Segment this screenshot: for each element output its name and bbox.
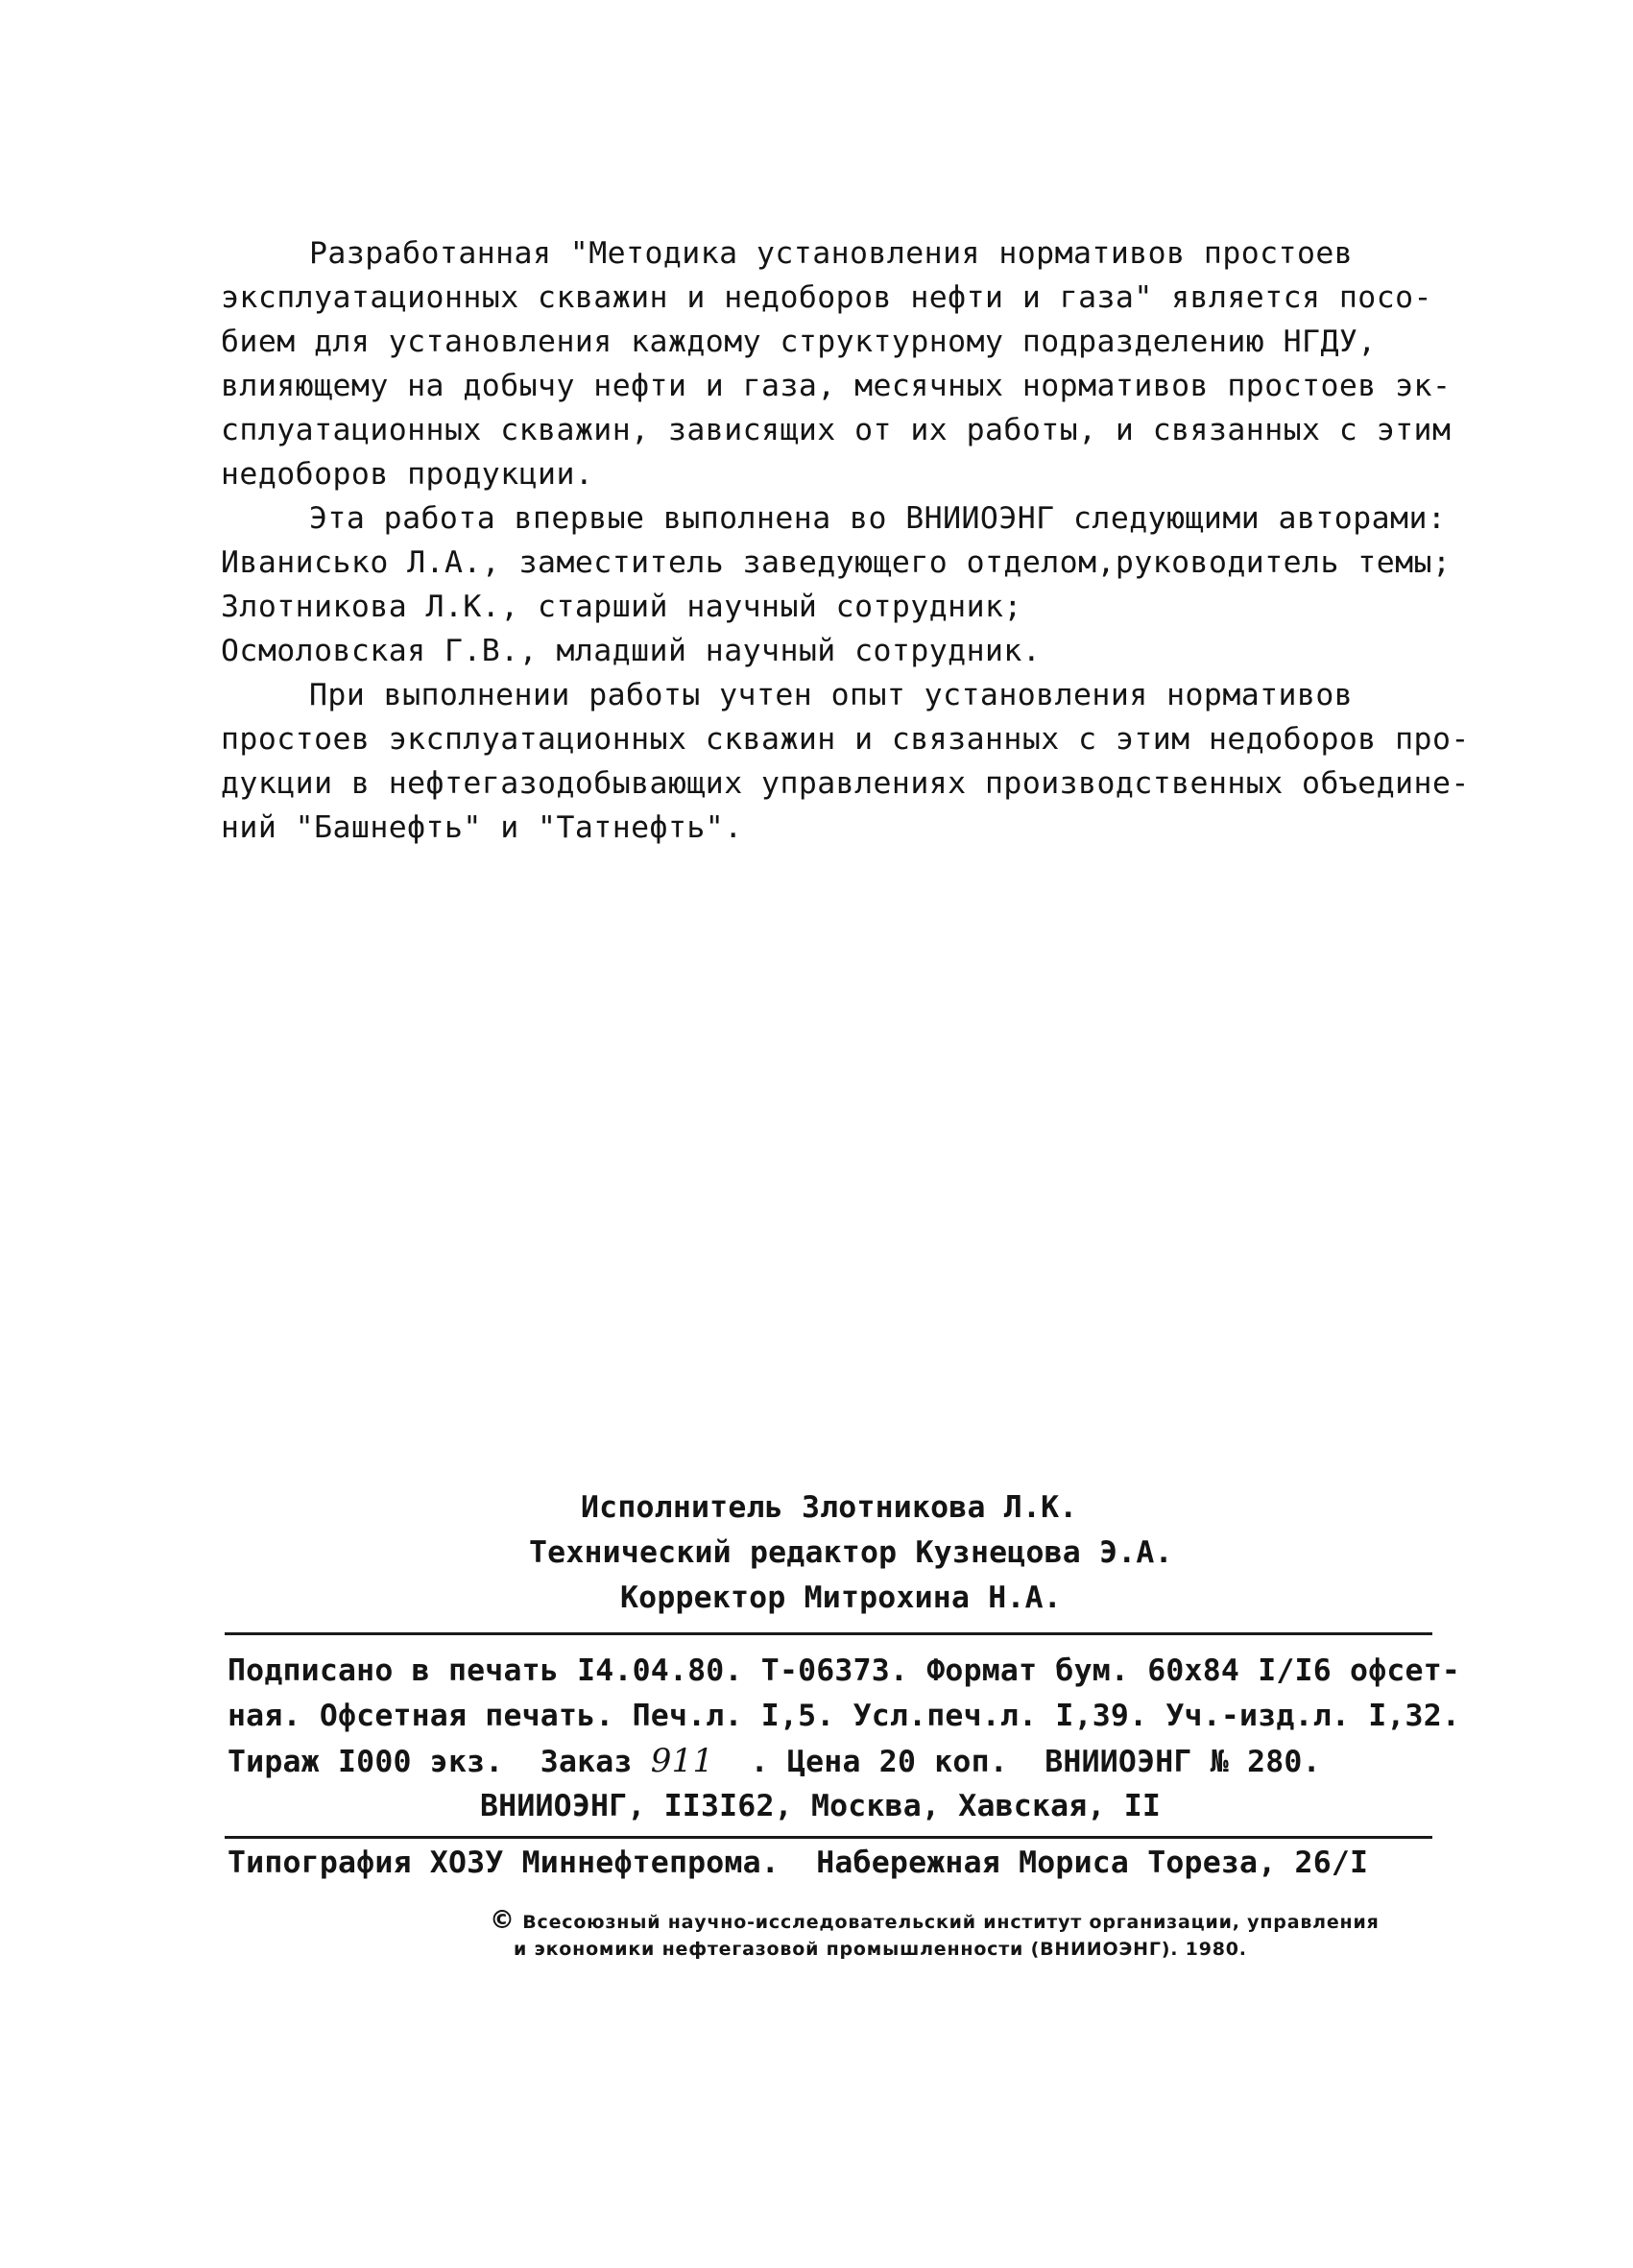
imprint-top-rule bbox=[225, 1632, 1432, 1635]
copyright-line-1 bbox=[490, 1906, 1380, 1937]
paragraph-3-line-1: При выполнении работы учтен опыт установления нормативов bbox=[309, 678, 1354, 712]
tech-editor-credit: Технический редактор Кузнецова Э.А. bbox=[529, 1535, 1173, 1570]
paragraph-3-line-2: простоев эксплуатационных скважин и связанных с этим недоборов про- bbox=[221, 722, 1470, 757]
imprint-line-1: Подписано в печать I4.04.80. Т-06373. Формат бум. 60х84 I/I6 офсет- bbox=[228, 1653, 1461, 1688]
corrector-credit: Корректор Митрохина Н.А. bbox=[620, 1580, 1062, 1615]
typography-line: Типография ХОЗУ Миннефтепрома. Набережная Мориса Тореза, 26/I bbox=[228, 1846, 1369, 1880]
imprint-bottom-rule bbox=[225, 1836, 1432, 1839]
paragraph-1-line-1: Разработанная "Методика установления нормативов простоев bbox=[309, 236, 1354, 271]
order-number: 911 bbox=[650, 1742, 714, 1780]
price-and-number: . Цена 20 коп. ВНИИОЭНГ № 280. bbox=[713, 1745, 1321, 1779]
paragraph-1-line-3: бием для установления каждому структурному подразделению НГДУ, bbox=[221, 325, 1377, 359]
paragraph-1-line-5: сплуатационных скважин, зависящих от их работы, и связанных с этим bbox=[221, 413, 1452, 447]
executor-credit: Исполнитель Злотникова Л.К. bbox=[581, 1490, 1078, 1525]
paragraph-1-line-6: недоборов продукции. bbox=[221, 457, 594, 492]
copyright-line-2: и экономики нефтегазовой промышленности (ВНИИОЭНГ). 1980. bbox=[514, 1939, 1247, 1960]
publisher-address: ВНИИОЭНГ, II3I62, Москва, Хавская, II bbox=[480, 1789, 1162, 1823]
paragraph-2-line-2: Иванисько Л.А., заместитель заведующего отделом,руководитель темы; bbox=[221, 545, 1452, 580]
paragraph-3-line-3: дукции в нефтегазодобывающих управлениях производственных объедине- bbox=[221, 766, 1470, 801]
paragraph-2-line-3: Злотникова Л.К., старший научный сотрудник; bbox=[221, 590, 1022, 624]
paragraph-1-line-2: эксплуатационных скважин и недоборов нефти и газа" является посо- bbox=[221, 280, 1432, 315]
paragraph-1-line-4: влияющему на добычу нефти и газа, месячных нормативов простоев эк- bbox=[221, 369, 1452, 403]
imprint-line-2: ная. Офсетная печать. Печ.л. I,5. Усл.печ.л. I,39. Уч.-изд.л. I,32. bbox=[228, 1699, 1461, 1733]
paragraph-2-line-1: Эта работа впервые выполнена во ВНИИОЭНГ следующими авторами: bbox=[309, 501, 1447, 536]
paragraph-3-line-4: ний "Башнефть" и "Татнефть". bbox=[221, 810, 743, 845]
imprint-line-3 bbox=[228, 1740, 1321, 1783]
copyright-icon: © bbox=[490, 1906, 516, 1935]
paragraph-2-line-4: Осмоловская Г.В., младший научный сотрудник. bbox=[221, 634, 1042, 668]
copyright-text-1: Всесоюзный научно-исследовательский институт организации, управления bbox=[522, 1912, 1380, 1933]
print-run: Тираж I000 экз. Заказ bbox=[228, 1745, 651, 1779]
